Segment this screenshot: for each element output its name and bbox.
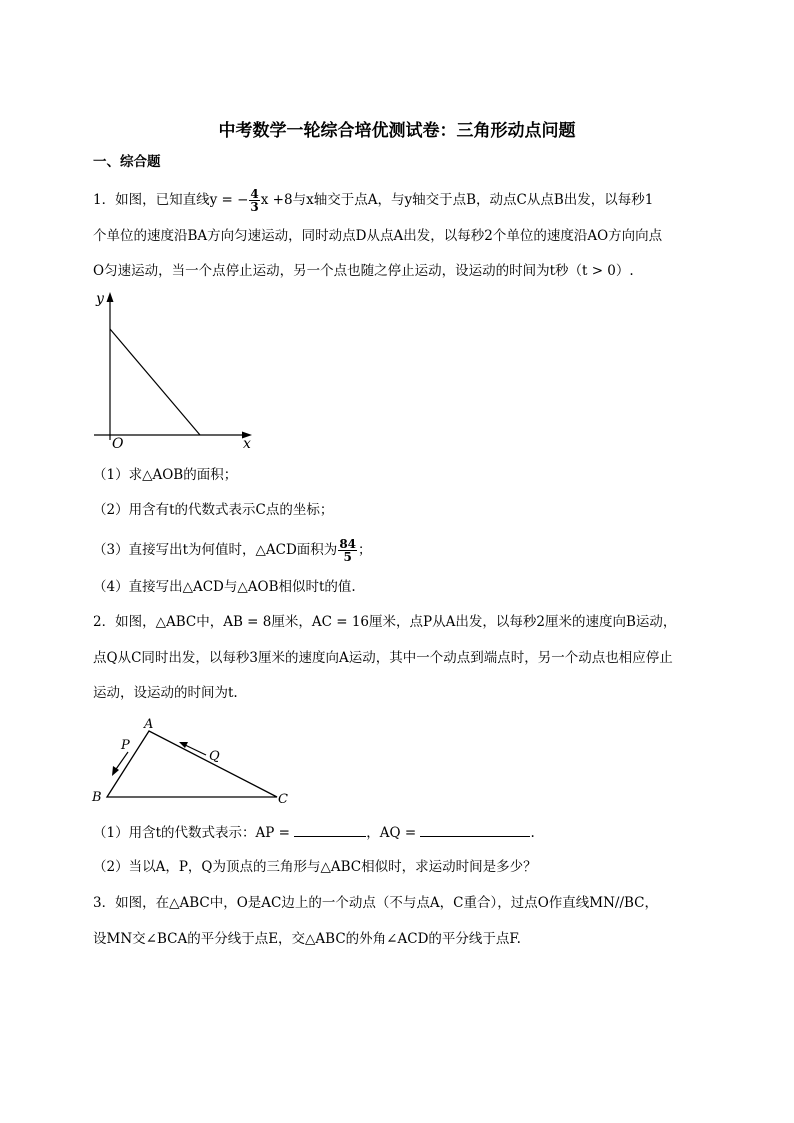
q1-label-o: O [112, 436, 124, 448]
q2-figure [88, 712, 303, 810]
q1-part-3 [93, 538, 372, 563]
q2-line-1: 2．如图，△ABC中，AB = 8厘米，AC = 16厘米，点P从A出发，以每秒2厘米的速度向B运动， [93, 614, 677, 630]
q2-part-1-text: （1）用含t的代数式表示：AP = [93, 825, 290, 841]
q1-line-2: 个单位的速度沿BA方向匀速运动，同时动点D从点A出发，以每秒2个单位的速度沿AO方向向点 [93, 228, 663, 244]
q2-label-p: P [121, 738, 130, 753]
q2-arrow-q [183, 744, 206, 755]
q1-part-3-text: （3）直接写出t为何值时，△ACD面积为 [93, 542, 338, 558]
q2-blank-aq[interactable] [420, 822, 530, 837]
q2-label-c: C [278, 792, 288, 807]
q1-frac-den: 3 [250, 200, 259, 214]
q2-part-1-end: . [530, 825, 535, 841]
q1-text-b: x +8与x轴交于点A，与y轴交于点B，动点C从点B出发，以每秒1 [260, 192, 654, 208]
q1-label-y: y [96, 291, 104, 307]
q1-fraction [249, 188, 259, 213]
section-heading: 一、综合题 [93, 154, 161, 170]
q1-part-1: （1）求△AOB的面积； [93, 467, 238, 483]
q1-frac-num: 4 [250, 187, 259, 201]
q2-line-3: 运动，设运动的时间为t. [93, 685, 238, 701]
q1-part-3-fraction [338, 538, 357, 563]
q3-line-1: 3．如图，在△ABC中，O是AC边上的一个动点（不与点A，C重合），过点O作直线MN//BC， [93, 895, 658, 911]
q1-y-arrow [107, 292, 114, 302]
q1-part-2: （2）用含有t的代数式表示C点的坐标； [93, 502, 334, 518]
q1-line-ab [110, 329, 200, 435]
q1-line-1 [93, 188, 653, 213]
q2-label-a: A [144, 717, 154, 732]
q1-label-x: x [243, 436, 251, 448]
q1-part-3-num: 84 [339, 537, 357, 551]
q1-part-4: （4）直接写出△ACD与△AOB相似时t的值. [93, 579, 356, 595]
q2-blank-ap[interactable] [294, 822, 366, 837]
q1-line-3: O匀速运动，当一个点停止运动，另一个点也随之停止运动，设运动的时间为t秒（t > 0）. [93, 263, 634, 279]
q2-part-1 [93, 822, 535, 843]
q2-label-b: B [92, 790, 102, 805]
q1-part-3-end: ； [358, 542, 372, 558]
q1-text-a: 1．如图，已知直线y = − [93, 192, 249, 208]
q1-figure [88, 288, 258, 448]
page-title: 中考数学一轮综合培优测试卷：三角形动点问题 [218, 121, 576, 141]
q2-line-2: 点Q从C同时出发，以每秒3厘米的速度向A运动，其中一个动点到端点时，另一个动点也相应停止 [93, 650, 673, 666]
q2-arrow-p-head [112, 766, 119, 776]
q3-line-2: 设MN交∠BCA的平分线于点E，交△ABC的外角∠ACD的平分线于点F. [93, 931, 521, 947]
q2-part-2: （2）当以A，P，Q为顶点的三角形与△ABC相似时，求运动时间是多少？ [93, 859, 537, 875]
q2-triangle-abc [107, 731, 277, 797]
q2-label-q: Q [209, 749, 220, 764]
q1-part-3-den: 5 [343, 550, 352, 564]
q2-part-1-mid: ，AQ = [366, 825, 417, 841]
